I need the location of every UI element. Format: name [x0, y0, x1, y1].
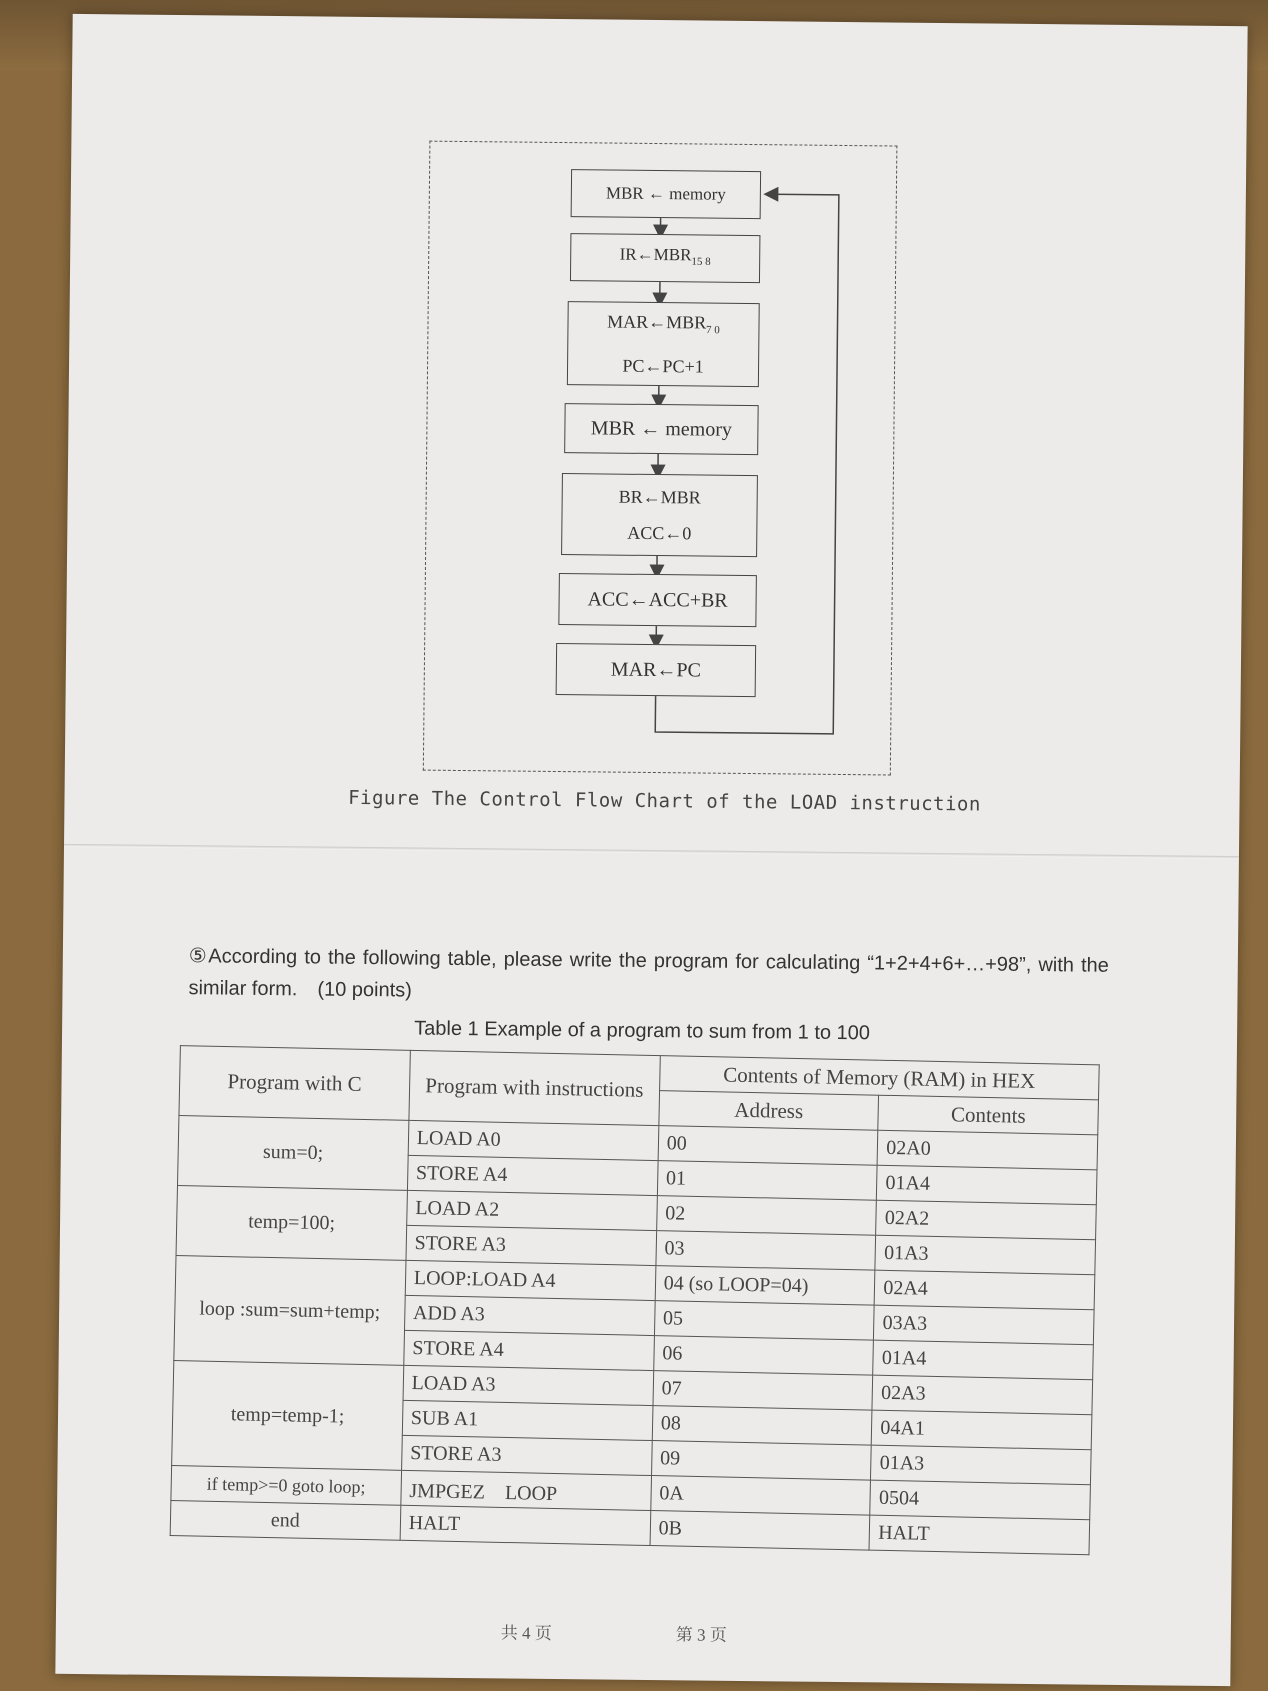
contents: 0504	[870, 1480, 1090, 1520]
question-text: ⑤According to the following table, please write the program for calculating “1+2+4+6+…+98”, with the similar form. (10 points)	[188, 945, 1109, 1002]
flow-step-subscript: 15 8	[691, 255, 711, 268]
address: 05	[654, 1301, 874, 1341]
flow-step-mbr-memory-2	[564, 403, 759, 455]
address: 00	[658, 1126, 878, 1166]
c-statement: temp=temp-1;	[172, 1361, 404, 1471]
contents: 04A1	[872, 1410, 1092, 1450]
contents: 02A4	[874, 1270, 1094, 1310]
flow-step-acc-add	[558, 573, 757, 627]
address: 03	[656, 1231, 876, 1271]
address: 0A	[651, 1476, 871, 1516]
instruction: STORE A3	[406, 1225, 657, 1265]
contents: HALT	[869, 1515, 1089, 1555]
flow-step-subscript: 7 0	[706, 324, 720, 337]
c-statement: end	[170, 1500, 400, 1540]
footer-total-pages: 共 4 页	[500, 1623, 552, 1643]
flow-step-mbr-memory-1	[571, 169, 761, 219]
flow-step-text-2: ACC←0	[627, 522, 692, 544]
address: 07	[653, 1371, 873, 1411]
program-table	[170, 1045, 1100, 1555]
contents: 02A3	[872, 1375, 1092, 1415]
instruction: STORE A4	[407, 1155, 658, 1195]
contents: 03A3	[874, 1305, 1094, 1345]
instruction: JMPGEZ LOOP	[401, 1470, 652, 1510]
flow-step-text: BR←MBR	[618, 486, 701, 508]
instruction: SUB A1	[402, 1400, 653, 1440]
flow-step-text: MBR ← memory	[605, 183, 726, 204]
flow-step-ir-mbr	[570, 233, 760, 283]
header-contents: Contents	[878, 1095, 1098, 1135]
address: 08	[652, 1406, 872, 1446]
figure-caption: Figure The Control Flow Chart of the LOAD instruction	[348, 786, 981, 816]
c-statement: sum=0;	[177, 1116, 408, 1191]
contents: 02A2	[876, 1200, 1096, 1240]
header-address: Address	[659, 1091, 879, 1131]
flow-step-br-acc	[561, 473, 758, 557]
instruction: LOAD A3	[403, 1365, 654, 1405]
address: 06	[653, 1336, 873, 1376]
flow-step-text: MAR←MBR	[607, 311, 707, 333]
address: 02	[656, 1196, 876, 1236]
instruction: LOAD A0	[408, 1120, 659, 1160]
contents: 02A0	[877, 1130, 1097, 1170]
flow-step-mar-mbr-pc	[567, 301, 760, 387]
address: 04 (so LOOP=04)	[655, 1266, 875, 1306]
instruction: LOOP:LOAD A4	[405, 1260, 656, 1300]
instruction: STORE A3	[401, 1435, 652, 1475]
contents: 01A4	[873, 1340, 1093, 1380]
flow-step-text: ACC←ACC+BR	[587, 588, 728, 612]
contents: 01A4	[877, 1165, 1097, 1205]
table-title: Table 1 Example of a program to sum from 1 to 100	[414, 1017, 871, 1045]
instruction: LOAD A2	[406, 1190, 657, 1230]
table-header-row	[180, 1046, 1100, 1100]
address: 09	[651, 1441, 871, 1481]
instruction: ADD A3	[404, 1295, 655, 1335]
contents: 01A3	[871, 1445, 1091, 1485]
address: 0B	[650, 1511, 870, 1551]
contents: 01A3	[875, 1235, 1095, 1275]
flow-step-text: MAR←PC	[610, 658, 702, 682]
header-memory: Contents of Memory (RAM) in HEX	[659, 1056, 1099, 1100]
instruction: STORE A4	[404, 1330, 655, 1370]
paper-sheet	[55, 14, 1247, 1686]
c-statement: if temp>=0 goto loop;	[171, 1465, 401, 1505]
footer-page-number: 第 3 页	[675, 1625, 727, 1645]
address: 01	[657, 1161, 877, 1201]
header-program-c: Program with C	[179, 1046, 410, 1121]
flow-step-text-2: PC←PC+1	[622, 355, 704, 377]
flow-step-text: IR←MBR	[619, 244, 692, 265]
instruction: HALT	[400, 1505, 651, 1545]
c-statement: temp=100;	[176, 1186, 407, 1261]
flow-step-mar-pc	[556, 643, 757, 697]
flow-step-text: MBR ← memory	[590, 417, 733, 441]
header-program-instructions: Program with instructions	[409, 1050, 660, 1125]
c-statement: loop :sum=sum+temp;	[174, 1256, 406, 1366]
